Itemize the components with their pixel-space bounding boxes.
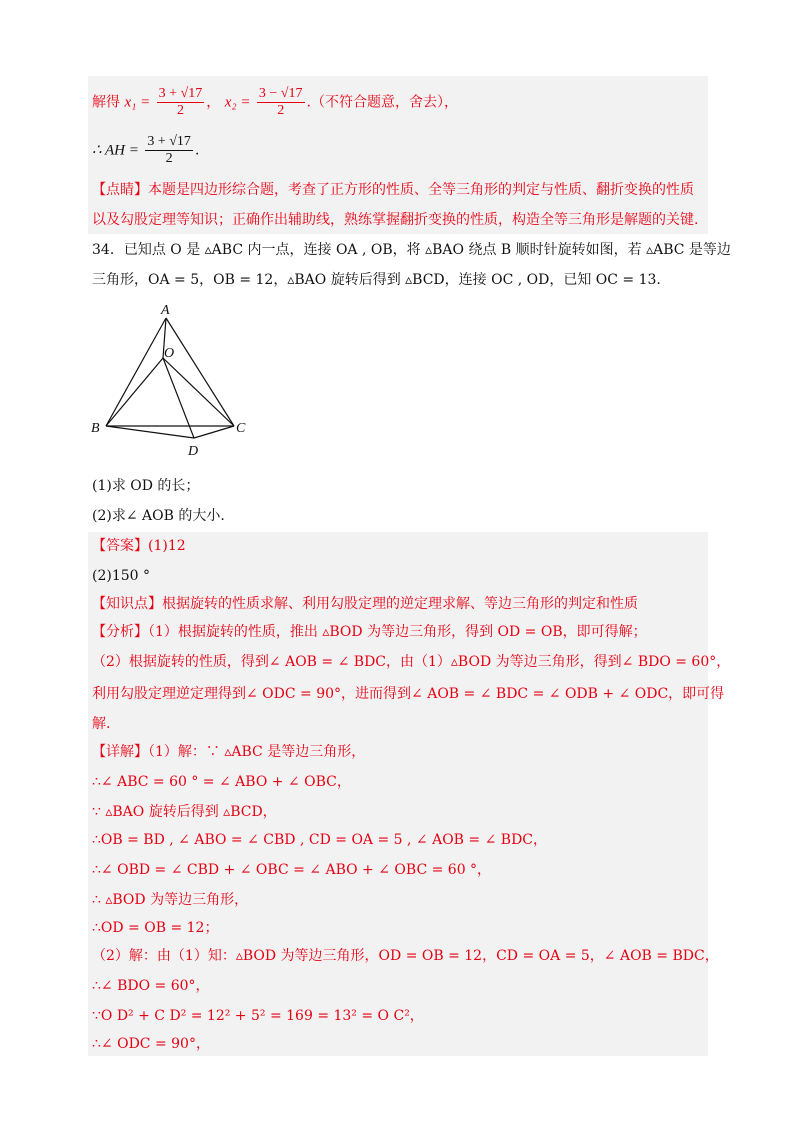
label-O: O [164,346,175,361]
geometry-figure [88,300,258,460]
x1-label: x₁ = [124,94,151,111]
detail-line-5: ∴∠ OBD = ∠ CBD + ∠ OBC = ∠ ABO + ∠ OBC = 60 °， [92,862,492,878]
ah-numerator: 3 + √17 [147,134,191,149]
knowledge-line: 【知识点】根据旋转的性质求解、利用勾股定理的逆定理求解、等边三角形的判定和性质 [92,596,638,612]
x2-denominator: 2 [277,103,285,118]
detail-line-3: ∵ ▵BAO 旋转后得到 ▵BCD， [92,804,277,820]
segment-OB [106,358,163,426]
label-B: B [91,421,100,436]
analysis-line-4: 解. [92,716,111,732]
comment-line-1: 【点睛】本题是四边形综合题，考查了正方形的性质、全等三角形的判定与性质、翻折变换的性质 [92,182,694,198]
problem-line-1: 34．已知点 O 是 ▵ABC 内一点，连接 OA , OB，将 ▵BAO 绕点 B 顺时针旋转如图，若 ▵ABC 是等边 [92,242,731,258]
answer-line-2: (2)150 ° [92,568,151,584]
x1-numerator: 3 + √17 [158,86,203,101]
analysis-line-3: 利用勾股定理逆定理得到∠ ODC = 90°，进而得到∠ AOB = ∠ BDC = ∠ ODB + ∠ ODC，即可得 [92,686,725,702]
x2-numerator: 3 − √17 [258,86,303,101]
solve-line [92,86,458,119]
solve-prefix: 解得 [92,94,120,111]
detail-line-2: ∴∠ ABC = 60 ° = ∠ ABO + ∠ OBC， [92,774,351,790]
detail-line-1: 【详解】（1）解：∵ ▵ABC 是等边三角形， [92,744,366,760]
ah-denominator: 2 [165,151,173,166]
segment-AB [106,318,166,426]
detail-line-6: ∴ ▵BOD 为等边三角形， [92,892,249,908]
detail-line-7: ∴OD = OB = 12； [92,920,219,936]
ah-prefix: ∴ AH = [92,142,139,159]
label-A: A [161,303,170,318]
detail-line-11: ∴∠ ODC = 90°， [92,1036,210,1052]
x2-fraction [257,86,305,119]
question-1: (1)求 OD 的长； [92,478,200,494]
detail-line-4: ∴OB = BD , ∠ ABO = ∠ CBD , CD = OA = 5 , ∠ AOB = ∠ BDC， [92,832,548,848]
x1-fraction [157,86,205,119]
detail-line-9: ∴∠ BDO = 60°， [92,978,210,994]
problem-line-2: 三角形，OA = 5，OB = 12，▵BAO 旋转后得到 ▵BCD，连接 OC , OD，已知 OC = 13. [92,272,661,288]
ah-line [92,134,199,167]
detail-line-10: ∵O D² + C D² = 12² + 5² = 169 = 13² = O C²， [92,1008,424,1024]
segment-CD [194,426,234,438]
analysis-line-2: （2）根据旋转的性质，得到∠ AOB = ∠ BDC，由（1）▵BOD 为等边三角形，得到∠ BDO = 60°， [92,654,731,670]
x1-denominator: 2 [176,103,184,118]
segment-BD [106,426,194,438]
label-D: D [188,444,199,459]
label-C: C [236,421,246,436]
segment-AC [166,318,234,426]
ah-suffix: . [194,142,200,159]
question-2: (2)求∠ AOB 的大小. [92,508,225,524]
x2-label: x₂ = [224,94,251,111]
solve-note: .（不符合题意，舍去）， [306,94,458,111]
answer-line-1: 【答案】(1)12 [92,538,186,554]
segment-OC [163,358,234,426]
comment-line-2: 以及勾股定理等知识；正确作出辅助线，熟练掌握翻折变换的性质，构造全等三角形是解题的关键. [92,212,699,228]
x-separator: ， [206,94,221,111]
ah-fraction [145,134,193,167]
analysis-line-1: 【分析】（1）根据旋转的性质，推出 ▵BOD 为等边三角形，得到 OD = OB，即可得解； [92,624,647,640]
detail-line-8: （2）解：由（1）知：▵BOD 为等边三角形，OD = OB = 12，CD = OA = 5，∠ AOB = BDC， [92,948,719,964]
